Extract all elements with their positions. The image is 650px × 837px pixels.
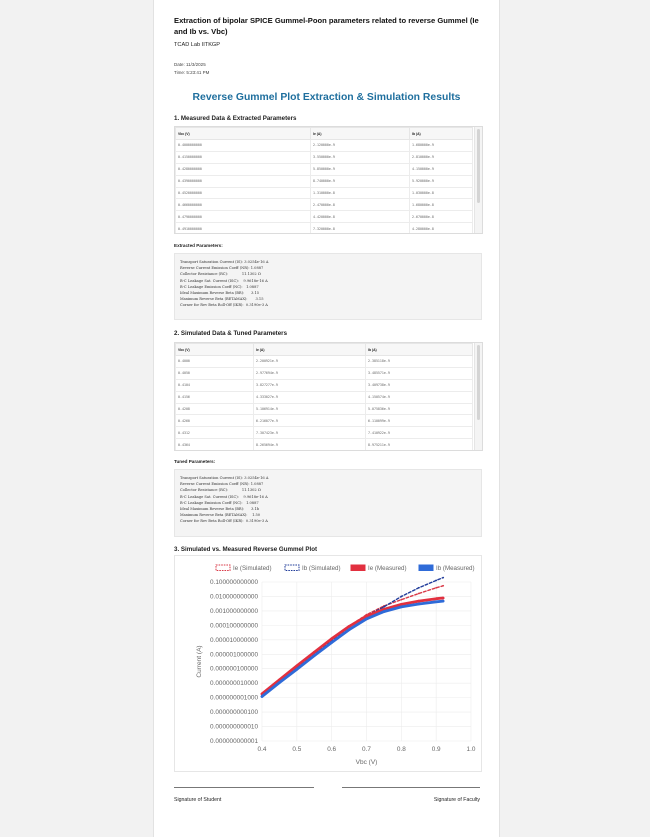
data-point xyxy=(261,695,264,698)
table-cell: 0.4364 xyxy=(176,439,254,451)
table-cell: 6.110099e-9 xyxy=(366,415,473,427)
data-point xyxy=(365,618,368,621)
data-point xyxy=(296,668,299,671)
table-row xyxy=(176,199,473,211)
table-row xyxy=(176,415,473,427)
x-tick-label: 1.0 xyxy=(466,746,476,753)
simulated-data-table[interactable] xyxy=(174,342,483,451)
param-line: B-C Leakage Sat. Current (ISC): 9.9618e-16 A xyxy=(180,494,268,499)
table-cell: 2.385118e-9 xyxy=(366,356,473,368)
y-tick-label: 0.000000000001 xyxy=(210,738,258,745)
param-line: Maximum Reverse Beta (BETAMAX): 1.50 xyxy=(180,513,261,518)
table-cell: 4.150000e-9 xyxy=(410,163,473,175)
data-point xyxy=(330,641,333,644)
legend-swatch xyxy=(216,565,230,571)
param-line: Corner for Rev Beta Roll-Off (IKR): 0.3190e-3 A xyxy=(180,519,268,524)
table-cell: 8.740000e-9 xyxy=(311,175,410,187)
faculty-signature-line xyxy=(342,787,480,788)
column-header: Vbc (V) xyxy=(176,128,311,140)
param-line: Corner for Rev Beta Roll-Off (IKR): 0.3190e-3 A xyxy=(180,303,268,308)
table-cell: 4.280000e-8 xyxy=(410,223,473,234)
data-point xyxy=(442,585,444,587)
x-tick-label: 0.9 xyxy=(431,746,441,753)
legend-swatch xyxy=(285,565,299,571)
series-line xyxy=(262,598,443,694)
lab-name: TCAD Lab IITKGP xyxy=(174,42,221,48)
x-tick-label: 0.4 xyxy=(257,746,267,753)
param-line: Ideal Maximum Reverse Beta (BR): 3.1b xyxy=(180,506,260,511)
table-cell: 1.310000e-8 xyxy=(311,187,410,199)
table-cell: 0.4208 xyxy=(176,403,254,415)
table-cell: 0.4312 xyxy=(176,427,254,439)
chart-canvas xyxy=(175,556,481,771)
legend-label: Ib (Simulated) xyxy=(302,565,341,572)
table-cell: 0.4150000000 xyxy=(176,151,311,163)
table-cell: 5.075836e-9 xyxy=(366,403,473,415)
extracted-params-label: Extracted Parameters: xyxy=(174,243,223,248)
y-tick-label: 0.000001000000 xyxy=(210,651,258,659)
table-cell: 0.4000 xyxy=(176,356,254,368)
data-point xyxy=(278,681,281,684)
report-time: Time: 5:23:41 PM xyxy=(174,70,210,75)
data-point xyxy=(348,628,351,631)
data-point xyxy=(400,606,403,609)
y-tick-label: 0.100000000000 xyxy=(210,579,258,586)
legend-label: Ie (Simulated) xyxy=(233,565,272,572)
column-header: Ie (A) xyxy=(254,344,366,356)
table-cell: 4.420000e-8 xyxy=(311,211,410,223)
table-cell: 0.4104 xyxy=(176,379,254,391)
table-cell: 7.410922e-9 xyxy=(366,427,473,439)
table-row xyxy=(176,140,473,152)
x-tick-label: 0.6 xyxy=(327,746,337,753)
report-page xyxy=(153,0,500,837)
data-point xyxy=(442,577,444,579)
table-row xyxy=(176,151,473,163)
table-cell: 2.200921e-9 xyxy=(254,356,366,368)
series-line xyxy=(262,601,443,696)
legend-label: Ie (Measured) xyxy=(368,565,407,572)
table-cell: 0.4390000000 xyxy=(176,175,311,187)
column-header: Vbc (V) xyxy=(176,344,254,356)
table-cell: 3.409738e-9 xyxy=(366,379,473,391)
section3-heading: 3. Simulated vs. Measured Reverse Gummel Plot xyxy=(174,546,318,553)
table-row xyxy=(176,163,473,175)
param-line: Reverse Current Emission Coeff (NR): 1.0887 xyxy=(180,266,264,271)
data-point xyxy=(296,664,299,667)
y-tick-label: 0.000000010000 xyxy=(210,680,258,688)
legend-swatch xyxy=(419,565,433,571)
y-axis-title: Current (A) xyxy=(196,645,203,678)
legend-label: Ib (Measured) xyxy=(436,565,475,572)
table-cell: 0.4910000000 xyxy=(176,223,311,234)
table-row xyxy=(176,367,473,379)
y-tick-label: 0.000100000000 xyxy=(210,622,258,630)
table-cell: 2.470000e-8 xyxy=(311,199,410,211)
data-point xyxy=(313,654,316,657)
table-cell: 2.810000e-9 xyxy=(410,151,473,163)
table-cell: 1.680000e-9 xyxy=(410,140,473,152)
table-cell: 0.4660000000 xyxy=(176,199,311,211)
table-cell: 5.106914e-9 xyxy=(254,403,366,415)
table-cell: 0.4156 xyxy=(176,391,254,403)
table-cell: 3.485571e-9 xyxy=(366,367,473,379)
param-line: B-C Leakage Sat. Current (ISC): 9.9618e-16 A xyxy=(180,278,268,283)
faculty-signature-label: Signature of Faculty xyxy=(433,797,480,803)
table-cell: 0.4280000000 xyxy=(176,163,311,175)
column-header: Ib (A) xyxy=(366,344,473,356)
data-point xyxy=(418,587,420,589)
tuned-params-box xyxy=(174,469,482,537)
gummel-chart xyxy=(174,555,482,772)
data-point xyxy=(400,599,402,601)
data-point xyxy=(418,593,420,595)
student-signature-label: Signature of Student xyxy=(174,797,222,803)
table-cell: 1.680000e-8 xyxy=(410,199,473,211)
series-line xyxy=(262,578,443,696)
table-cell: 6.216077e-9 xyxy=(254,415,366,427)
table-cell: 7.307423e-9 xyxy=(254,427,366,439)
table-scrollbar[interactable] xyxy=(474,127,482,233)
table-cell: 8.265694e-9 xyxy=(254,439,366,451)
main-title: Reverse Gummel Plot Extraction & Simulation Results xyxy=(192,92,461,103)
table-row xyxy=(176,356,473,368)
data-point xyxy=(435,597,438,600)
student-signature-line xyxy=(174,787,314,788)
table-cell: 0.4000000000 xyxy=(176,140,311,152)
table-cell: 5.920000e-9 xyxy=(410,175,473,187)
data-point xyxy=(330,637,333,640)
param-line: Transport Saturation Current (IS): 3.0254e-16 A xyxy=(180,476,269,480)
report-title: Extraction of bipolar SPICE Gummel-Poon parameters related to reverse Gummel (Ie and Ib vs. Vbc) xyxy=(174,16,479,36)
data-point xyxy=(400,596,402,598)
table-row xyxy=(176,175,473,187)
y-tick-label: 0.000000000100 xyxy=(210,709,258,717)
data-point xyxy=(435,579,437,581)
data-point xyxy=(313,651,316,654)
param-line: Collector Resistance (RC): 11.1302 Ω xyxy=(180,272,261,277)
data-point xyxy=(417,600,420,603)
table-cell: 0.4050 xyxy=(176,367,254,379)
param-line: B-C Leakage Emission Coeff (NC): 1.0887 xyxy=(180,284,259,289)
measured-data-table[interactable] xyxy=(174,126,483,234)
data-point xyxy=(383,610,386,613)
table-row xyxy=(176,403,473,415)
column-header: Ie (A) xyxy=(311,128,410,140)
table-cell: 5.850000e-9 xyxy=(311,163,410,175)
data-point xyxy=(435,600,438,603)
param-line: B-C Leakage Emission Coeff (NC): 1.0887 xyxy=(180,500,259,505)
y-tick-label: 0.010000000000 xyxy=(210,593,258,601)
param-line: Maximum Reverse Beta (BETAMAX): 3.15 xyxy=(180,297,264,302)
data-point xyxy=(435,587,437,589)
table-row xyxy=(176,427,473,439)
extracted-params-box xyxy=(174,253,482,320)
table-cell: 0.4260 xyxy=(176,415,254,427)
table-row xyxy=(176,187,473,199)
data-point xyxy=(417,603,420,606)
table-cell: 7.320000e-8 xyxy=(311,223,410,234)
column-header: Ib (A) xyxy=(410,128,473,140)
table-cell: 4.150574e-9 xyxy=(366,391,473,403)
table-cell: 1.030000e-8 xyxy=(410,187,473,199)
x-axis-title: Vbc (V) xyxy=(355,759,378,766)
table-cell: 3.550000e-9 xyxy=(311,151,410,163)
table-cell: 0.4520000000 xyxy=(176,187,311,199)
table-cell: 2.977694e-9 xyxy=(254,367,366,379)
section1-heading: 1. Measured Data & Extracted Parameters xyxy=(174,115,297,122)
table-row xyxy=(176,379,473,391)
y-tick-label: 0.000000000010 xyxy=(210,723,258,731)
table-cell: 3.827277e-9 xyxy=(254,379,366,391)
x-tick-label: 0.5 xyxy=(292,746,302,753)
tuned-params-label: Tuned Parameters: xyxy=(174,459,216,464)
data-point xyxy=(442,597,445,600)
param-line: Reverse Current Emission Coeff (NR): 1.0887 xyxy=(180,482,264,487)
x-tick-label: 0.8 xyxy=(396,746,406,753)
table-row xyxy=(176,439,473,451)
table-scrollbar[interactable] xyxy=(474,343,482,450)
table-row xyxy=(176,391,473,403)
param-line: Ideal Maximum Reverse Beta (BR): 3.15 xyxy=(180,290,260,295)
param-line: Collector Resistance (RC): 11.1302 Ω xyxy=(180,488,261,493)
table-row xyxy=(176,223,473,234)
legend-swatch xyxy=(351,565,365,571)
data-point xyxy=(442,600,445,603)
report-date: Date: 11/3/2025 xyxy=(174,62,206,67)
table-cell: 2.670000e-8 xyxy=(410,211,473,223)
table-row xyxy=(176,211,473,223)
table-cell: 0.4790000000 xyxy=(176,211,311,223)
table-cell: 4.333027e-9 xyxy=(254,391,366,403)
x-tick-label: 0.7 xyxy=(362,746,371,753)
data-point xyxy=(348,625,351,628)
y-tick-label: 0.000010000000 xyxy=(210,636,258,644)
y-tick-label: 0.001000000000 xyxy=(210,607,258,615)
table-cell: 8.975211e-9 xyxy=(366,439,473,451)
y-tick-label: 0.000000100000 xyxy=(210,665,258,673)
data-point xyxy=(383,606,385,608)
param-line: Transport Saturation Current (IS): 3.0254e-16 A xyxy=(180,260,269,264)
table-cell: 2.120000e-9 xyxy=(311,140,410,152)
section2-heading: 2. Simulated Data & Tuned Parameters xyxy=(174,330,288,337)
y-tick-label: 0.000000001000 xyxy=(210,694,258,702)
